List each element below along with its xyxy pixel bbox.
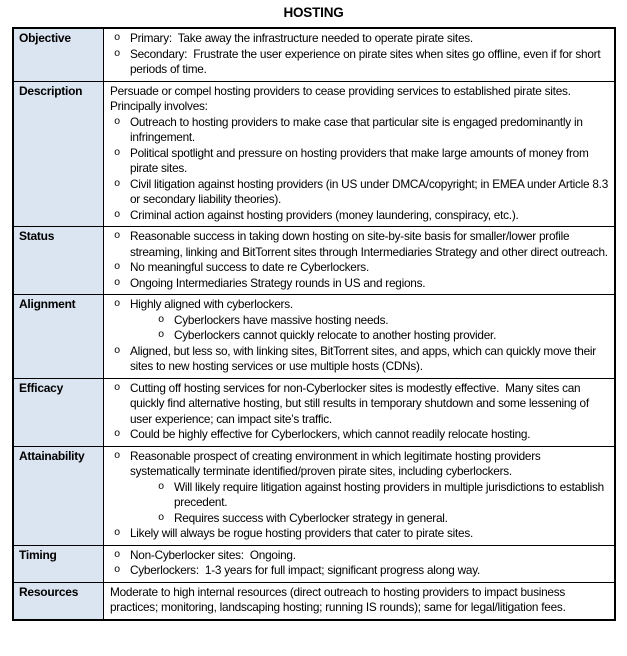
table-row-objective [13,28,615,81]
bullet-icon: o [114,47,121,60]
bullet-item [110,47,609,78]
bullet-icon: o [158,329,165,341]
table-row-alignment [13,295,615,379]
item-text: No meaningful success to date re Cyberlockers. [130,260,369,274]
bullet-item [110,480,609,511]
table-row-status [13,227,615,295]
item-text: Cyberlockers cannot quickly relocate to another hosting provider. [174,328,497,342]
row-label-description: Description [13,81,104,227]
item-text: Will likely require litigation against hosting providers in multiple jurisdictions to establish precedent. [174,479,608,509]
bullet-icon: o [114,449,121,462]
bullet-icon: o [114,298,121,310]
row-content-efficacy [104,378,616,446]
row-label-attainability: Attainability [13,446,104,545]
item-text: Reasonable prospect of creating environment in which legitimate hosting providers systematically terminate identified/proven pirate sites, including cyberlockers. [130,448,544,478]
item-text: Outreach to hosting providers to make case that particular site is engaged predominantly in infringement. [130,114,586,144]
item-text: Reasonable success in taking down hosting on site-by-site basis for smaller/lower profile streaming, linking and BitTorrent sites through Intermediaries Strategy and other direct outreach. [130,229,608,259]
item-text: Requires success with Cyberlocker strategy in general. [174,510,448,525]
item-text: Could be highly effective for Cyberlockers, which cannot readily relocate hosting. [130,427,531,441]
bullet-icon: o [114,261,121,273]
item-text: Non-Cyberlocker sites: Ongoing. [130,547,296,562]
bullet-icon: o [114,564,121,576]
bullet-item [110,344,609,375]
table-row-description [13,81,615,227]
item-text: Likely will always be rogue hosting providers that cater to pirate sites. [130,526,474,540]
item-text: Civil litigation against hosting providers (in US under DMCA/copyright; in EMEA under Article 8.3 or secondary liability theories). [130,176,612,206]
bullet-item [110,229,609,260]
row-label-alignment: Alignment [13,295,104,379]
bullet-icon: o [114,428,121,440]
page-title: HOSTING [283,5,344,20]
row-label-resources: Resources [13,582,104,620]
bullet-icon: o [158,480,165,493]
item-text: Principally involves: [110,99,208,113]
item-text: Ongoing Intermediaries Strategy rounds in US and regions. [130,275,426,290]
bullet-icon: o [114,230,121,242]
bullet-item [110,176,612,208]
bullet-item [110,427,609,443]
bullet-item [110,511,609,527]
item-text: Primary: Take away the infrastructure needed to operate pirate sites. [130,31,473,45]
item-text: Criminal action against hosting providers (money laundering, conspiracy, etc.). [130,207,519,222]
item-text: Cyberlockers have massive hosting needs. [174,312,389,327]
bullet-item [110,526,609,542]
row-content-alignment [104,295,616,379]
bullet-icon: o [158,313,165,326]
bullet-icon: o [114,381,121,394]
item-text: Highly aligned with cyberlockers. [130,297,293,311]
item-text: Aligned, but less so, with linking sites, BitTorrent sites, and apps, which can quickly move their sites to new hosting services or use multiple hosts (CDNs). [130,343,599,373]
bullet-icon: o [114,208,121,221]
item-text: Cutting off hosting services for non-Cyberlocker sites is modestly effective. Many sites can quickly find alternative hosting, but still results in temporary shutdown and some lessening of user experience; can impact site’s traffic. [130,380,592,426]
bullet-icon: o [114,32,121,44]
bullet-item [110,313,609,329]
bullet-icon: o [114,177,121,190]
table-row-attainability [13,446,615,545]
row-label-timing: Timing [13,545,104,582]
bullet-item [110,563,609,579]
bullet-icon: o [114,527,121,539]
bullet-item [110,276,609,292]
row-label-objective: Objective [13,28,104,81]
bullet-icon: o [114,146,121,159]
bullet-item [110,328,609,344]
bullet-item [110,297,609,313]
bullet-item [110,115,609,146]
item-text: Cyberlockers: 1-3 years for full impact; significant progress along way. [130,563,481,577]
bullet-item [110,449,609,480]
bullet-item [110,146,609,177]
paragraph [110,585,609,616]
bullet-item [110,208,609,224]
table-row-resources [13,582,615,620]
item-text: Political spotlight and pressure on hosting providers that make large amounts of money from pirate sites. [130,145,592,175]
bullet-icon: o [158,511,165,524]
row-label-status: Status [13,227,104,295]
row-content-resources [104,582,616,620]
bullet-item [110,31,609,47]
table-row-efficacy [13,378,615,446]
row-content-timing [104,545,616,582]
row-content-description [104,81,616,227]
bullet-icon: o [114,115,121,128]
bullet-item [110,381,609,428]
table-row-timing [13,545,615,582]
paragraph [110,99,609,115]
item-text: Persuade or compel hosting providers to cease providing services to established pirate sites. [110,83,571,98]
bullet-item [110,548,609,564]
bullet-icon: o [114,548,121,561]
bullet-icon: o [114,344,121,357]
item-text: Secondary: Frustrate the user experience on pirate sites when sites go offline, even if for short periods of time. [130,46,604,76]
bullet-icon: o [114,276,121,289]
item-text: Moderate to high internal resources (direct outreach to hosting providers to impact business practices; monitoring, landscaping hosting; running IS rounds); same for legal/litigation fees. [110,584,569,614]
row-content-attainability [104,446,616,545]
bullet-item [110,260,609,276]
row-label-efficacy: Efficacy [13,378,104,446]
row-content-status [104,227,616,295]
strategy-table [12,27,616,621]
paragraph [110,84,609,100]
row-content-objective [104,28,616,81]
